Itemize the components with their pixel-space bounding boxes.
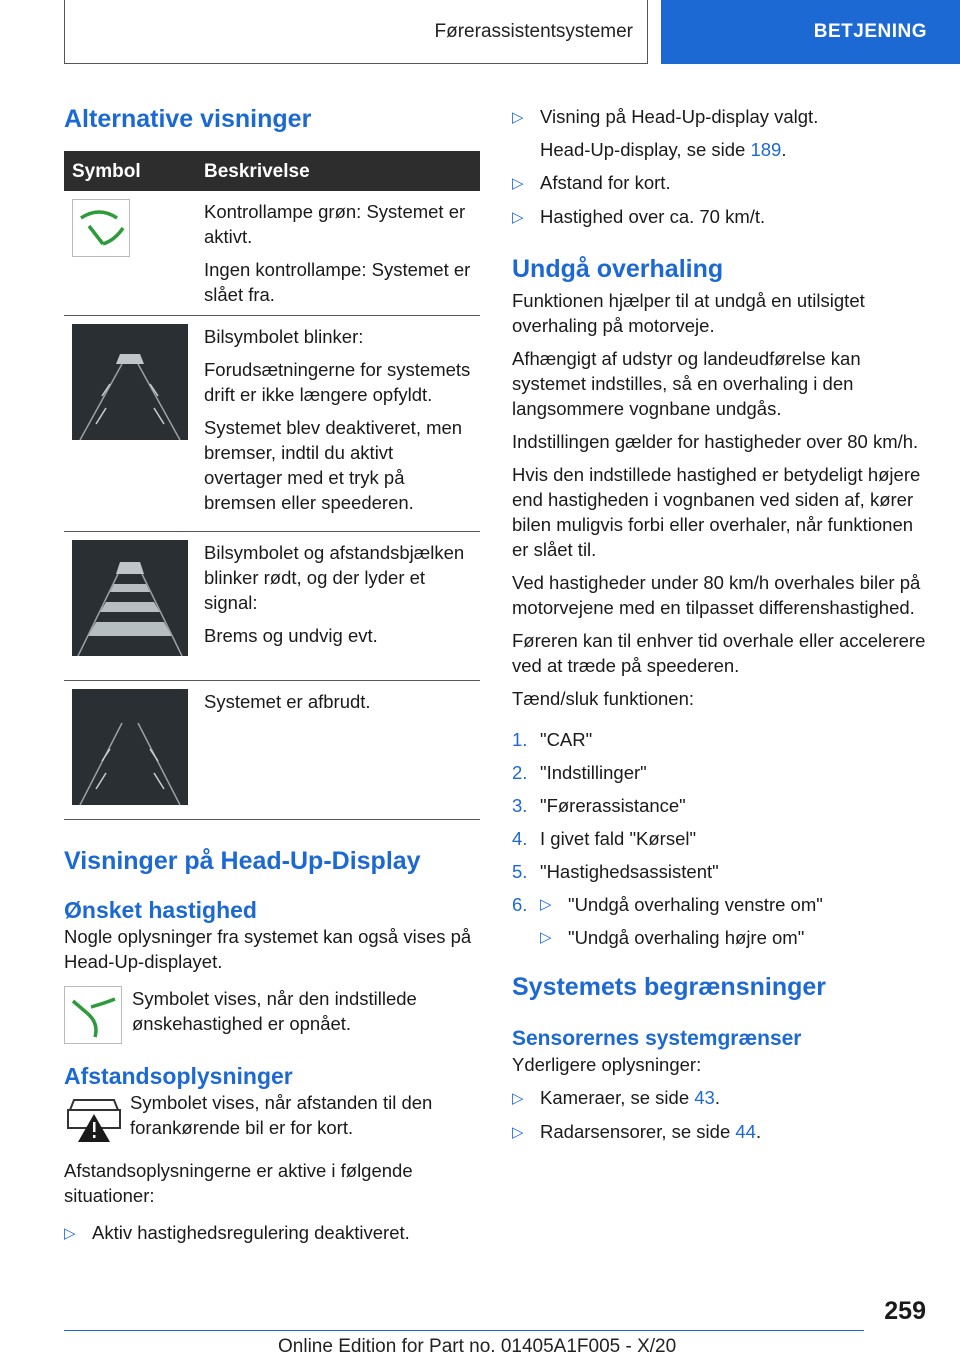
bullet-text: Radarsensorer, se side bbox=[540, 1121, 731, 1142]
bullet-triangle-icon: ▷ bbox=[512, 1090, 524, 1107]
step-number: 4. bbox=[512, 828, 528, 849]
footer-divider bbox=[64, 1330, 864, 1331]
bullet-text: Hastighed over ca. 70 km/t. bbox=[540, 206, 766, 227]
bullet-subtext: Head-Up-display, se side bbox=[540, 139, 746, 160]
bullet-triangle-icon: ▷ bbox=[540, 929, 552, 946]
list-item bbox=[512, 204, 928, 230]
hud-speed-icon bbox=[64, 986, 122, 1044]
symbol-table bbox=[64, 151, 480, 820]
step-number: 6. bbox=[512, 894, 528, 915]
paragraph: Afhængigt af udstyr og landeudførelse kan systemet indstilles, så en overhaling i den langsommere vognbane undgås. bbox=[512, 348, 861, 419]
distance-icon-row bbox=[64, 1090, 484, 1146]
list-item bbox=[512, 727, 928, 752]
step-number: 1. bbox=[512, 729, 528, 750]
step-text: "Undgå overhaling venstre om" bbox=[568, 894, 823, 915]
bullet-text: Visning på Head-Up-display valgt. bbox=[540, 106, 819, 127]
heading-distance: Afstandsoplysninger bbox=[64, 1063, 293, 1089]
car-distance-bar-icon bbox=[72, 540, 188, 656]
step-number: 5. bbox=[512, 861, 528, 882]
bullet-text: Afstand for kort. bbox=[540, 172, 671, 193]
step-text: "Hastighedsassistent" bbox=[540, 861, 719, 882]
header-section: Førerassistentsystemer bbox=[64, 0, 648, 64]
step-text: "CAR" bbox=[540, 729, 593, 750]
paragraph: Hvis den indstillede hastighed er betydeligt højere end hastigheden i vognbanen ved siden af, kører bilen muligvis forbi eller overhaler, når funktionen er slået til. bbox=[512, 464, 921, 560]
paragraph: Nogle oplysninger fra systemet kan også vises på Head-Up-displayet. bbox=[64, 926, 472, 972]
list-item bbox=[512, 170, 928, 196]
row-text: Forudsætningerne for systemets drift er ikke længere opfyldt. bbox=[204, 359, 471, 405]
page-number: 259 bbox=[884, 1297, 926, 1325]
row-text: Systemet blev deaktiveret, men bremser, indtil du aktivt overtager med et tryk på bremsen eller speederen. bbox=[204, 417, 463, 513]
distance-icon-text: Symbolet vises, når afstanden til den forankørende bil er for kort. bbox=[130, 1092, 433, 1138]
bullet-triangle-icon: ▷ bbox=[512, 209, 524, 226]
paragraph: Føreren kan til enhver tid overhale eller accelerere ved at træde på speederen. bbox=[512, 630, 926, 676]
heading-alternative: Alternative visninger bbox=[64, 105, 312, 133]
row-text: Systemet er afbrudt. bbox=[204, 691, 371, 712]
row-text: Bilsymbolet blinker: bbox=[204, 326, 364, 347]
list-item bbox=[512, 859, 928, 884]
col-symbol: Symbol bbox=[64, 151, 196, 191]
step-text: "Førerassistance" bbox=[540, 795, 686, 816]
car-lane-icon bbox=[72, 324, 188, 440]
list-item: ▷ Kameraer, se side 43. bbox=[512, 1085, 928, 1111]
table-row bbox=[64, 532, 480, 681]
table-row bbox=[64, 191, 480, 316]
heading-limitations: Systemets begrænsninger bbox=[512, 973, 826, 1001]
left-column bbox=[64, 104, 484, 1254]
list-item bbox=[512, 793, 928, 818]
paragraph: Tænd/sluk funktionen: bbox=[512, 688, 695, 709]
row-text: Ingen kontrollampe: Systemet er slået fra. bbox=[204, 259, 471, 305]
step-number: 3. bbox=[512, 795, 528, 816]
list-item bbox=[512, 826, 928, 851]
row-text: Brems og undvig evt. bbox=[204, 625, 378, 646]
bullet-triangle-icon: ▷ bbox=[512, 1124, 524, 1141]
footer-edition: Online Edition for Part no. 01405A1F005 - X/20 bbox=[278, 1336, 677, 1357]
list-item bbox=[512, 760, 928, 785]
heading-sensor-limits: Sensorernes systemgrænser bbox=[512, 1027, 802, 1050]
heading-avoid-overtaking: Undgå overhaling bbox=[512, 255, 724, 283]
heading-hud: Visninger på Head-Up-Display bbox=[64, 847, 421, 875]
step-text: "Undgå overhaling højre om" bbox=[568, 927, 805, 948]
speed-icon-row bbox=[64, 986, 484, 1044]
page-link[interactable]: 189 bbox=[750, 139, 782, 160]
speed-indicator-icon bbox=[72, 199, 130, 257]
row-text: Kontrollampe grøn: Systemet er aktivt. bbox=[204, 201, 466, 247]
bullet-triangle-icon: ▷ bbox=[512, 109, 524, 126]
list-item bbox=[512, 892, 928, 917]
row-text: Bilsymbolet og afstandsbjælken blinker rødt, og der lyder et signal: bbox=[204, 542, 465, 613]
hud-speed-text: Symbolet vises, når den indstillede ønskehastighed er opnået. bbox=[132, 988, 417, 1034]
paragraph: Yderligere oplysninger: bbox=[512, 1054, 702, 1075]
table-row bbox=[64, 316, 480, 532]
list-item bbox=[64, 1220, 484, 1246]
step-text: I givet fald "Kørsel" bbox=[540, 828, 697, 849]
right-column bbox=[512, 104, 928, 1153]
paragraph: Funktionen hjælper til at undgå en utilsigtet overhaling på motorveje. bbox=[512, 290, 865, 336]
paragraph: Indstillingen gælder for hastigheder over 80 km/h. bbox=[512, 431, 919, 452]
bullet-text: Kameraer, se side bbox=[540, 1087, 690, 1108]
heading-desired-speed: Ønsket hastighed bbox=[64, 897, 257, 923]
step-number: 2. bbox=[512, 762, 528, 783]
bullet-triangle-icon: ▷ bbox=[64, 1225, 76, 1242]
paragraph: Afstandsoplysningerne er aktive i følgende situationer: bbox=[64, 1160, 413, 1206]
step-text: "Indstillinger" bbox=[540, 762, 647, 783]
page-link[interactable]: 43 bbox=[694, 1087, 715, 1108]
header-chapter: BETJENING bbox=[661, 0, 960, 64]
col-description: Beskrivelse bbox=[196, 151, 480, 191]
page-link[interactable]: 44 bbox=[735, 1121, 756, 1142]
list-item: ▷ Visning på Head-Up-display valgt. Head-Up-display, se side 189. bbox=[512, 106, 819, 160]
list-item: ▷ Radarsensorer, se side 44. bbox=[512, 1119, 928, 1145]
list-item bbox=[512, 925, 928, 950]
lane-interrupted-icon bbox=[72, 689, 188, 805]
bullet-triangle-icon: ▷ bbox=[540, 896, 552, 913]
bullet-triangle-icon: ▷ bbox=[512, 175, 524, 192]
paragraph: Ved hastigheder under 80 km/h overhales biler på motorvejene med en tilpasset differenshastighed. bbox=[512, 572, 921, 618]
table-row bbox=[64, 681, 480, 820]
distance-warning-icon bbox=[64, 1090, 124, 1146]
bullet-text: Aktiv hastighedsregulering deaktiveret. bbox=[92, 1222, 410, 1243]
